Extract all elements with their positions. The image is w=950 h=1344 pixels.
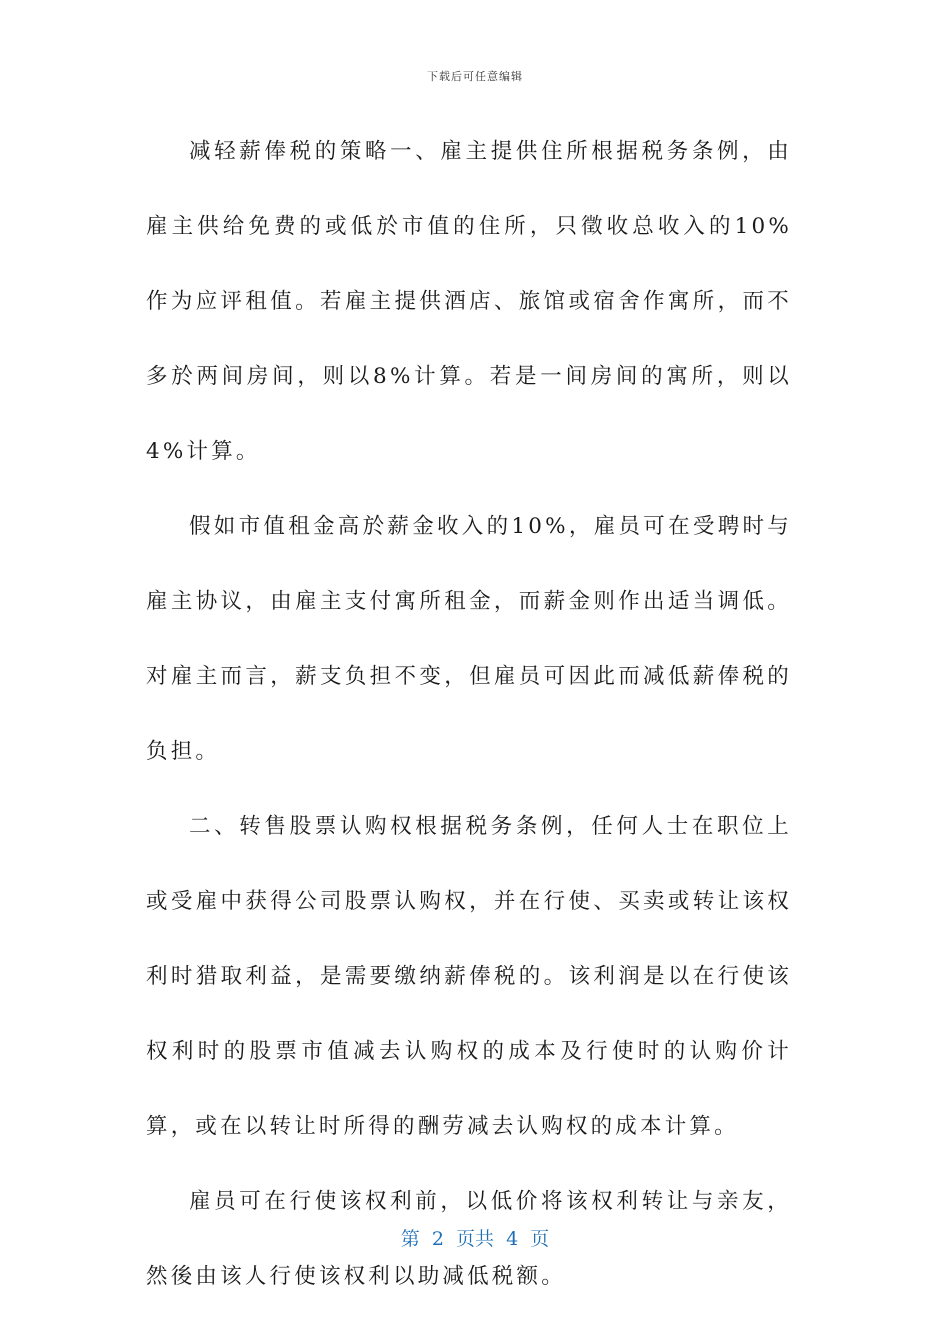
header-note: 下载后可任意编辑 — [427, 70, 523, 83]
paragraph-3: 二、转售股票认购权根据税务条例，任何人士在职位上或受雇中获得公司股票认购权，并在行使、买卖或转让该权利时猎取利益，是需要缴纳薪俸税的。该利润是以在行使该权利时的股票市值减去认购权的成本及行使时的认购价计算，或在以转让时所得的酬劳减去认购权的成本计算。 — [146, 814, 792, 1139]
page-number-footer: 第 2 页共 4 页 — [400, 1228, 550, 1250]
paragraph-1: 减轻薪俸税的策略一、雇主提供住所根据税务条例，由雇主供给免费的或低於市值的住所，只徵收总收入的10%作为应评租值。若雇主提供酒店、旅馆或宿舍作寓所，而不多於两间房间，则以8%计算。若是一间房间的寓所，则以4%计算。 — [146, 139, 792, 464]
paragraph-4: 雇员可在行使该权利前，以低价将该权利转让与亲友，然後由该人行使该权利以助减低税额。 — [146, 1189, 792, 1289]
paragraph-2: 假如市值租金高於薪金收入的10%，雇员可在受聘时与雇主协议，由雇主支付寓所租金，而薪金则作出适当调低。对雇主而言，薪支负担不变，但雇员可因此而减低薪俸税的负担。 — [146, 514, 792, 764]
document-body — [146, 114, 792, 1314]
